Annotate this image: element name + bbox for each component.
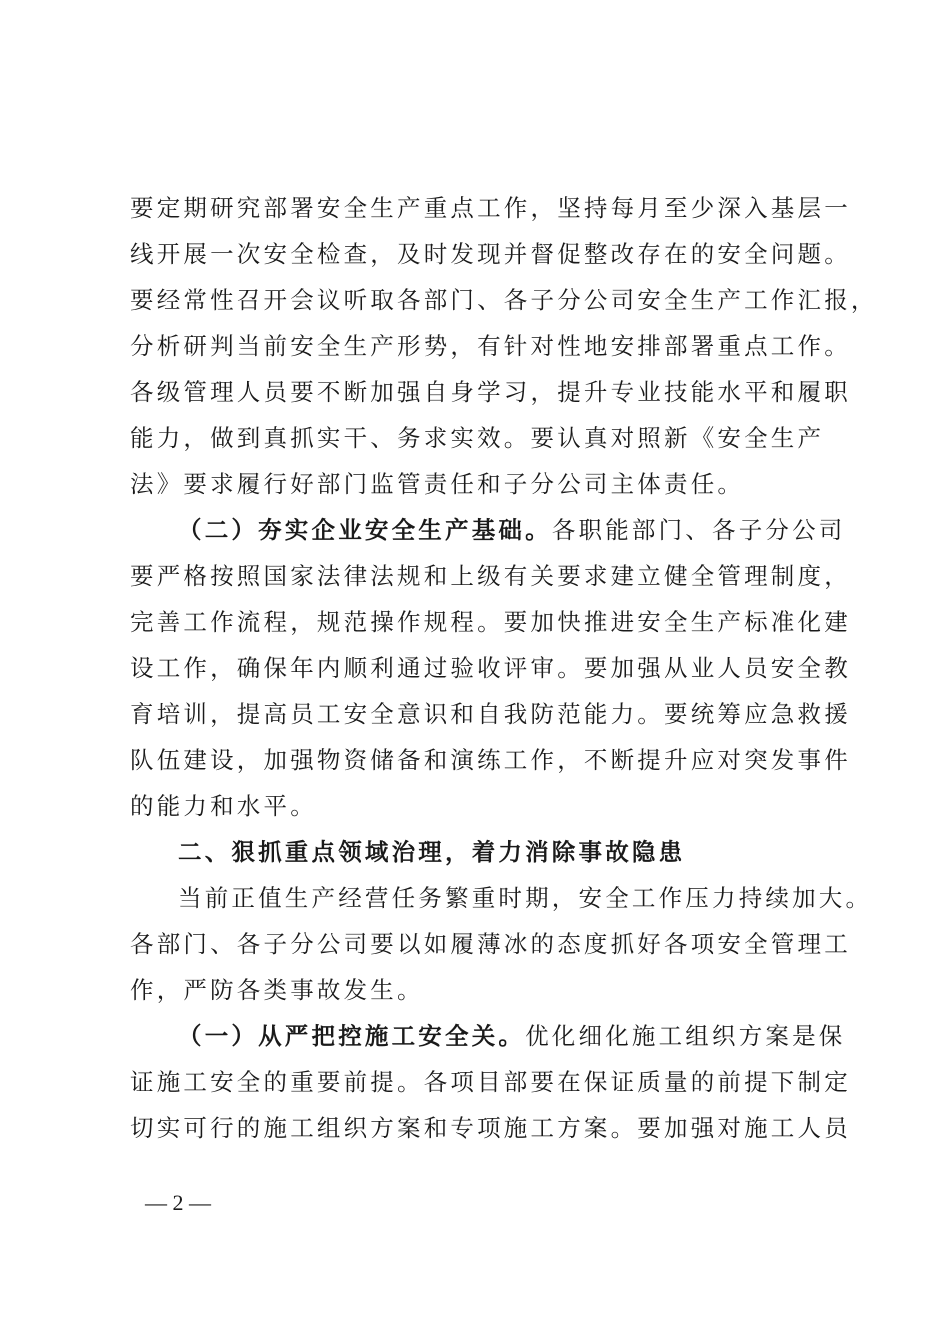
- body-line: 要经常性召开会议听取各部门、各子分公司安全生产工作汇报，: [130, 286, 878, 314]
- body-line: 要定期研究部署安全生产重点工作，坚持每月至少深入基层一: [130, 194, 851, 222]
- body-line: 分析研判当前安全生产形势，有针对性地安排部署重点工作。: [130, 332, 851, 360]
- body-line: 的能力和水平。: [130, 792, 317, 820]
- body-line: 证施工安全的重要前提。各项目部要在保证质量的前提下制定: [130, 1068, 851, 1096]
- section-heading: 二、狠抓重点领域治理，着力消除事故隐患: [178, 838, 686, 866]
- paragraph-first-line: [178, 1021, 878, 1051]
- body-line: 当前正值生产经营任务繁重时期，安全工作压力持续加大。: [178, 884, 873, 912]
- paragraph-first-line: [178, 515, 878, 545]
- body-line: 设工作，确保年内顺利通过验收评审。要加强从业人员安全教: [130, 654, 851, 682]
- body-line: 队伍建设，加强物资储备和演练工作，不断提升应对突发事件: [130, 746, 851, 774]
- body-line: 各部门、各子分公司要以如履薄冰的态度抓好各项安全管理工: [130, 930, 851, 958]
- body-line: 线开展一次安全检查，及时发现并督促整改存在的安全问题。: [130, 240, 851, 268]
- body-line: 能力，做到真抓实干、务求实效。要认真对照新《安全生产: [130, 424, 825, 452]
- page-number: — 2 —: [145, 1190, 211, 1215]
- body-line: 育培训，提高员工安全意识和自我防范能力。要统筹应急救援: [130, 700, 851, 728]
- body-line: 完善工作流程，规范操作规程。要加快推进安全生产标准化建: [130, 608, 851, 636]
- body-line: 作，严防各类事故发生。: [130, 976, 424, 1004]
- body-text: 各职能部门、各子分公司: [551, 516, 846, 544]
- body-line: 要严格按照国家法律法规和上级有关要求建立健全管理制度，: [130, 562, 851, 590]
- subheading-lead: （二）夯实企业安全生产基础。: [178, 516, 552, 544]
- body-line: 各级管理人员要不断加强自身学习，提升专业技能水平和履职: [130, 378, 851, 406]
- body-line: 法》要求履行好部门监管责任和子分公司主体责任。: [130, 470, 745, 498]
- body-line: 切实可行的施工组织方案和专项施工方案。要加强对施工人员: [130, 1114, 851, 1142]
- body-text: 优化细化施工组织方案是保: [525, 1022, 846, 1050]
- subheading-lead: （一）从严把控施工安全关。: [178, 1022, 526, 1050]
